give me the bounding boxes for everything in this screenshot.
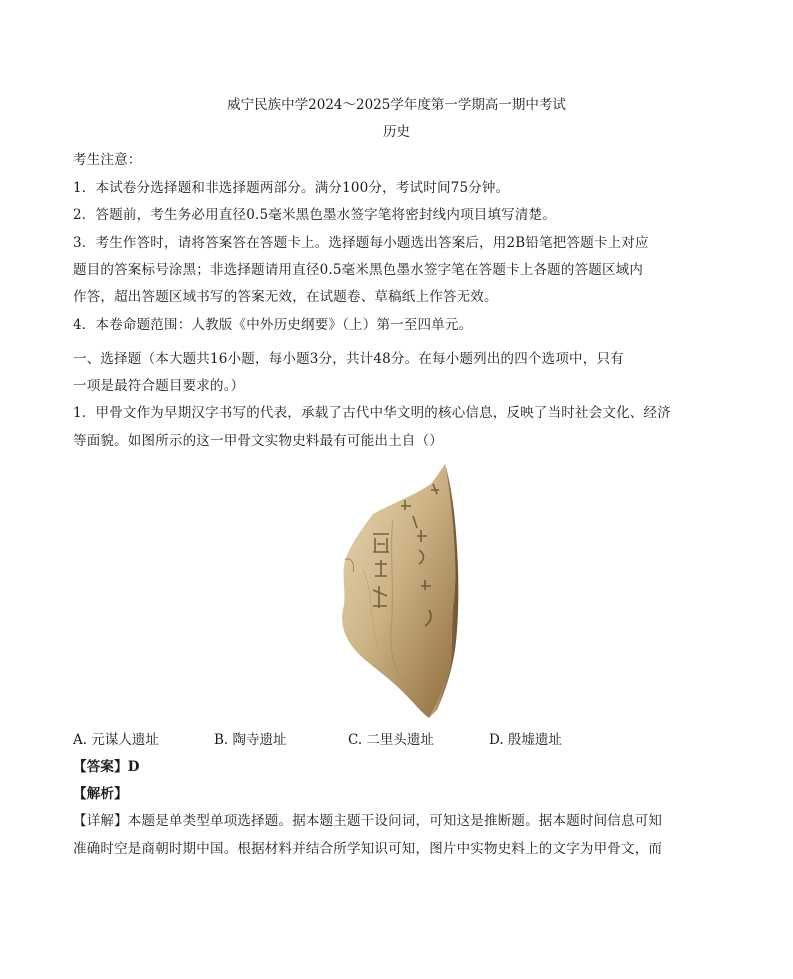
- answer-label: 【答案】D: [73, 759, 140, 775]
- option-d[interactable]: D. 殷墟遗址: [489, 732, 562, 748]
- question-1-stem-cont: 等面貌。如图所示的这一甲骨文实物史料最有可能出土自（）: [73, 433, 443, 449]
- notice-item: 题目的答案标号涂黑；非选择题请用直径0.5毫米黑色墨水签字笔在答题卡上各题的答题区域内: [73, 262, 644, 278]
- option-c[interactable]: C. 二里头遗址: [348, 732, 434, 748]
- question-1-stem: 1．甲骨文作为早期汉字书写的代表，承载了古代中华文明的核心信息，反映了当时社会文化、经济: [73, 405, 671, 421]
- option-a[interactable]: A. 元谋人遗址: [73, 732, 159, 748]
- option-b[interactable]: B. 陶寺遗址: [214, 732, 287, 748]
- oracle-bone-image: [333, 460, 463, 722]
- section-heading: 一、选择题（本大题共16小题，每小题3分，共计48分。在每小题列出的四个选项中，只有: [73, 351, 624, 367]
- notice-item: 作答，超出答题区域书写的答案无效，在试题卷、草稿纸上作答无效。: [73, 289, 498, 305]
- detail-text: 【详解】本题是单类型单项选择题。据本题主题干设问词，可知这是推断题。据本题时间信息可知: [73, 813, 663, 829]
- notice-item: 4．本卷命题范围：人教版《中外历史纲要》（上）第一至四单元。: [73, 317, 473, 333]
- notice-item: 2．答题前，考生务必用直径0.5毫米黑色墨水签字笔将密封线内项目填写清楚。: [73, 207, 556, 223]
- notice-heading: 考生注意：: [73, 152, 142, 168]
- exam-title: 威宁民族中学2024～2025学年度第一学期高一期中考试: [227, 97, 566, 113]
- notice-item: 1．本试卷分选择题和非选择题两部分。满分100分，考试时间75分钟。: [73, 180, 510, 196]
- detail-text-cont: 准确时空是商朝时期中国。根据材料并结合所学知识可知，图片中实物史料上的文字为甲骨文，而: [73, 841, 663, 857]
- analysis-label: 【解析】: [73, 786, 128, 802]
- notice-item: 3．考生作答时，请将答案答在答题卡上。选择题每小题选出答案后，用2B铅笔把答题卡上对应: [73, 235, 649, 251]
- section-heading-cont: 一项是最符合题目要求的。）: [73, 378, 245, 394]
- bone-fragment-shape: [342, 464, 455, 718]
- subject-title: 历史: [383, 124, 410, 140]
